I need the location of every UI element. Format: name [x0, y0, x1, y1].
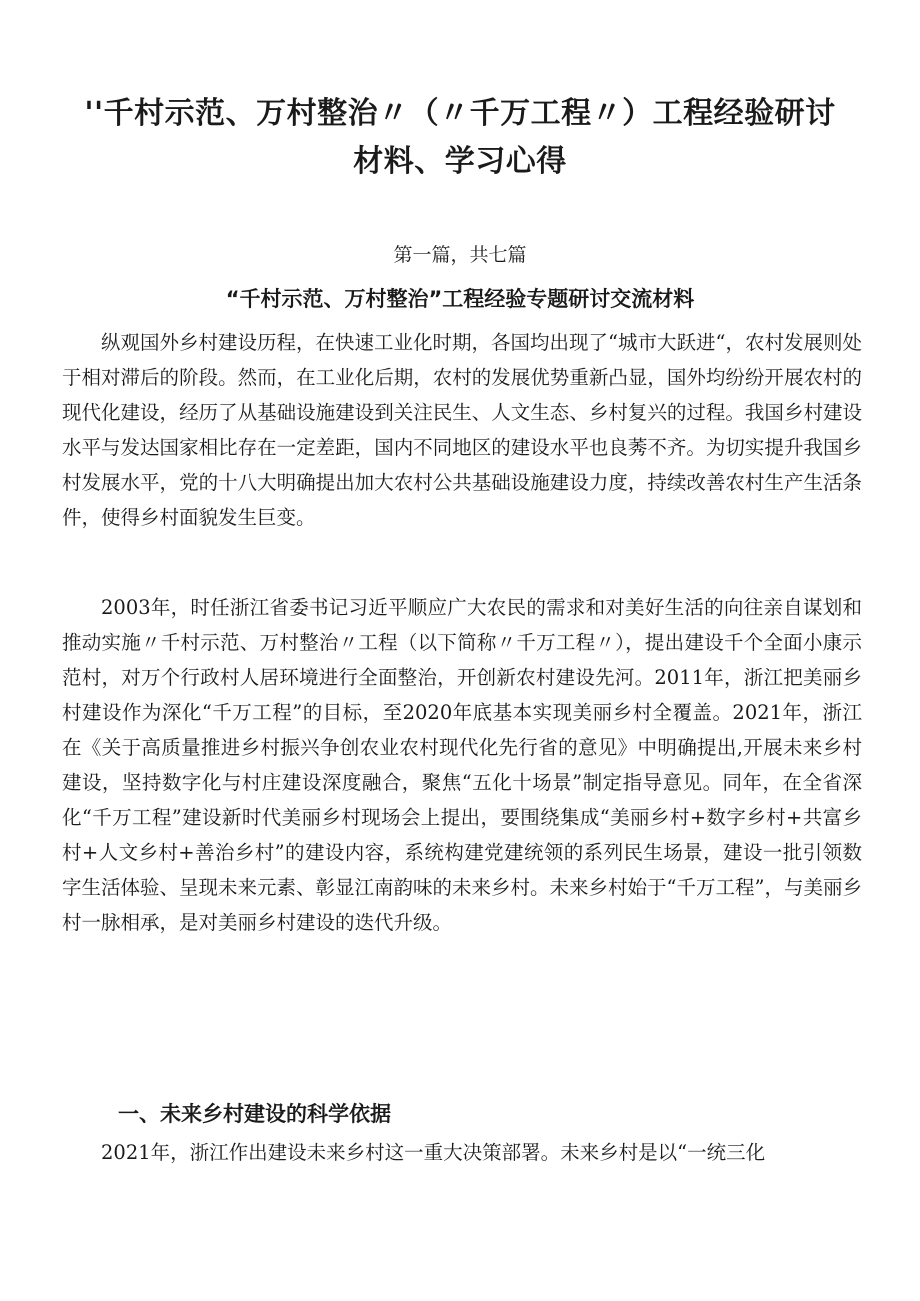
section-heading: 一、未来乡村建设的科学依据: [118, 1102, 391, 1126]
document-title: ''千村示范、万村整治〃（〃千万工程〃）工程经验研讨材料、学习心得: [84, 96, 836, 179]
article-subtitle: “千村示范、万村整治”工程经验专题研讨交流材料: [225, 287, 695, 311]
body-paragraph: 纵观国外乡村建设历程，在快速工业化时期，各国均出现了“城市大跃进“，农村发展则处于相对滞后的阶段。然而，在工业化后期，农村的发展优势重新凸显，国外均纷纷开展农村的现代化建设，经历了从基础设施建设到关注民生、人文生态、乡村复兴的过程。我国乡村建设水平与发达国家相比存在一定差距，国内不同地区的建设水平也良莠不齐。为切实提升我国乡村发展水平，党的十八大明确提出加大农村公共基础设施建设力度，持续改善农村生产生活条件，使得乡村面貌发生巨变。: [62, 331, 862, 529]
section-label: 第一篇，共七篇: [393, 244, 527, 266]
body-paragraph: 2003年，时任浙江省委书记习近平顺应广大农民的需求和对美好生活的向往亲自谋划和推动实施〃千村示范、万村整治〃工程（以下简称〃千万工程〃），提出建设千个全面小康示范村，对万个行政村人居环境进行全面整治，开创新农村建设先河。2011年，浙江把美丽乡村建设作为深化“千万工程”的目标，至2020年底基本实现美丽乡村全覆盖。2021年，浙江在《关于高质量推进乡村振兴争创农业农村现代化先行省的意见》中明确提出,开展未来乡村建设，坚持数字化与村庄建设深度融合，聚焦“五化十场景”制定指导意见。同年，在全省深化“千万工程”建设新时代美丽乡村现场会上提出，要围绕集成“美丽乡村+数字乡村+共富乡村+人文乡村+善治乡村”的建设内容，系统构建党建统领的系列民生场景，建设一批引领数字生活体验、呈现未来元素、彰显江南韵味的未来乡村。未来乡村始于“千万工程”，与美丽乡村一脉相承，是对美丽乡村建设的迭代升级。: [62, 596, 862, 934]
body-paragraph: 2021年，浙江作出建设未来乡村这一重大决策部署。未来乡村是以“一统三化: [101, 1141, 766, 1164]
